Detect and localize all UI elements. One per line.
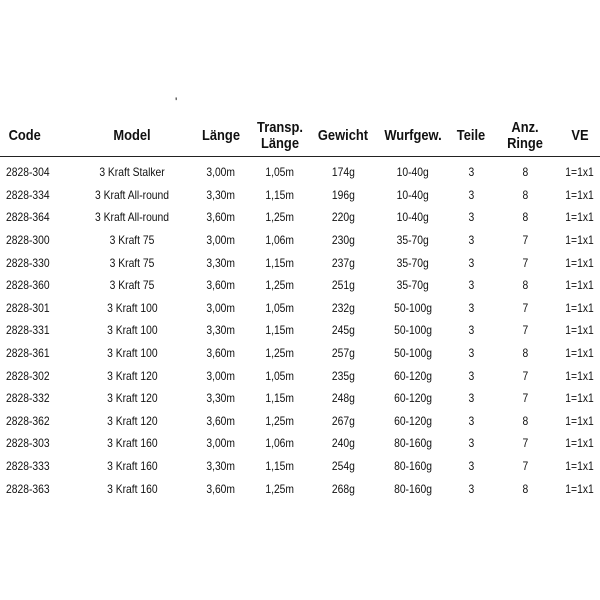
cell-text: 1=1x1 bbox=[565, 323, 595, 338]
cell-sections bbox=[452, 229, 490, 252]
cell-text: 237g bbox=[331, 255, 355, 270]
cell-text: 240g bbox=[331, 436, 355, 451]
cell-text: 3 Kraft 120 bbox=[106, 413, 158, 428]
cell-text: 2828-360 bbox=[6, 278, 50, 293]
cell-text: 251g bbox=[331, 278, 355, 293]
cell-text: 3 Kraft 160 bbox=[106, 436, 158, 451]
cell-text: 3,60m bbox=[206, 210, 236, 225]
cell-model bbox=[70, 184, 194, 207]
cell-casting-weight bbox=[374, 319, 452, 342]
cell-packaging bbox=[560, 274, 600, 297]
cell-text: 2828-334 bbox=[6, 187, 50, 202]
cell-text: 3 Kraft Stalker bbox=[99, 165, 165, 180]
cell-transport-length bbox=[248, 274, 312, 297]
cell-text: 8 bbox=[522, 187, 528, 202]
cell-weight bbox=[312, 319, 374, 342]
cell-text: 8 bbox=[522, 278, 528, 293]
cell-rings bbox=[490, 364, 560, 387]
cell-sections bbox=[452, 455, 490, 478]
cell-weight bbox=[312, 229, 374, 252]
cell-text: 50-100g bbox=[394, 323, 432, 338]
cell-text: 1=1x1 bbox=[565, 459, 595, 474]
cell-sections bbox=[452, 157, 490, 184]
cell-text: 3,60m bbox=[206, 413, 236, 428]
cell-casting-weight bbox=[374, 251, 452, 274]
cell-code bbox=[0, 387, 70, 410]
cell-text: 7 bbox=[522, 436, 528, 451]
cell-text: 8 bbox=[522, 165, 528, 180]
cell-model bbox=[70, 251, 194, 274]
cell-text: 8 bbox=[522, 413, 528, 428]
header-packaging: VE bbox=[563, 116, 597, 157]
cell-text: 2828-363 bbox=[6, 481, 50, 496]
cell-text: 2828-301 bbox=[6, 300, 50, 315]
cell-packaging bbox=[560, 319, 600, 342]
cell-text: 1,15m bbox=[265, 391, 295, 406]
cell-text: 2828-362 bbox=[6, 413, 50, 428]
cell-text: 1=1x1 bbox=[565, 300, 595, 315]
cell-casting-weight bbox=[374, 455, 452, 478]
cell-text: 1,25m bbox=[265, 413, 295, 428]
cell-code bbox=[0, 229, 70, 252]
cell-transport-length bbox=[248, 184, 312, 207]
cell-text: 1,15m bbox=[265, 255, 295, 270]
cell-model bbox=[70, 206, 194, 229]
cell-transport-length bbox=[248, 319, 312, 342]
cell-text: 80-160g bbox=[394, 459, 432, 474]
cell-text: 1,15m bbox=[265, 187, 295, 202]
cell-rings bbox=[490, 297, 560, 320]
cell-text: 3,30m bbox=[206, 323, 236, 338]
cell-text: 3,00m bbox=[206, 436, 236, 451]
cell-rings bbox=[490, 274, 560, 297]
cell-text: 2828-364 bbox=[6, 210, 50, 225]
cell-text: 3,00m bbox=[206, 300, 236, 315]
cell-text: 1,25m bbox=[265, 481, 295, 496]
cell-text: 1=1x1 bbox=[565, 346, 595, 361]
cell-length bbox=[194, 184, 248, 207]
cell-text: 3,30m bbox=[206, 459, 236, 474]
cell-sections bbox=[452, 410, 490, 433]
cell-length bbox=[194, 229, 248, 252]
cell-model bbox=[70, 477, 194, 500]
cell-length bbox=[194, 432, 248, 455]
cell-packaging bbox=[560, 184, 600, 207]
table-row bbox=[0, 297, 600, 320]
cell-text: 3 Kraft 100 bbox=[106, 346, 158, 361]
cell-sections bbox=[452, 206, 490, 229]
header-transport-length: Transp. Länge bbox=[252, 116, 307, 157]
cell-casting-weight bbox=[374, 184, 452, 207]
cell-text: 220g bbox=[331, 210, 355, 225]
cell-text: 1,06m bbox=[265, 436, 295, 451]
cell-packaging bbox=[560, 410, 600, 433]
cell-text: 3,30m bbox=[206, 391, 236, 406]
stray-apostrophe: ' bbox=[175, 95, 178, 109]
cell-text: 3 Kraft All-round bbox=[94, 187, 169, 202]
cell-length bbox=[194, 206, 248, 229]
cell-text: 3,30m bbox=[206, 255, 236, 270]
header-weight: Gewicht bbox=[316, 116, 369, 157]
cell-text: 3 bbox=[468, 210, 474, 225]
cell-text: 3 Kraft 75 bbox=[109, 255, 155, 270]
cell-text: 3 Kraft 75 bbox=[109, 278, 155, 293]
cell-model bbox=[70, 387, 194, 410]
table-row bbox=[0, 477, 600, 500]
cell-weight bbox=[312, 157, 374, 184]
table-row bbox=[0, 364, 600, 387]
cell-text: 1,15m bbox=[265, 459, 295, 474]
cell-rings bbox=[490, 229, 560, 252]
cell-text: 50-100g bbox=[394, 346, 432, 361]
cell-transport-length bbox=[248, 387, 312, 410]
cell-text: 8 bbox=[522, 210, 528, 225]
table-row bbox=[0, 229, 600, 252]
header-length: Länge bbox=[198, 116, 244, 157]
cell-code bbox=[0, 184, 70, 207]
cell-text: 232g bbox=[331, 300, 355, 315]
table-row bbox=[0, 432, 600, 455]
cell-text: 3 bbox=[468, 165, 474, 180]
cell-code bbox=[0, 432, 70, 455]
cell-text: 2828-361 bbox=[6, 346, 50, 361]
cell-text: 3 Kraft 100 bbox=[106, 323, 158, 338]
cell-length bbox=[194, 364, 248, 387]
cell-text: 3 Kraft 100 bbox=[106, 300, 158, 315]
cell-text: 245g bbox=[331, 323, 355, 338]
cell-text: 3 bbox=[468, 459, 474, 474]
cell-transport-length bbox=[248, 297, 312, 320]
table-row bbox=[0, 455, 600, 478]
table-row bbox=[0, 157, 600, 184]
cell-weight bbox=[312, 455, 374, 478]
cell-text: 1,25m bbox=[265, 346, 295, 361]
cell-text: 10-40g bbox=[396, 210, 430, 225]
cell-model bbox=[70, 229, 194, 252]
cell-casting-weight bbox=[374, 274, 452, 297]
cell-rings bbox=[490, 157, 560, 184]
cell-length bbox=[194, 297, 248, 320]
cell-weight bbox=[312, 477, 374, 500]
cell-sections bbox=[452, 364, 490, 387]
cell-text: 248g bbox=[331, 391, 355, 406]
header-rings: Anz. Ringe bbox=[495, 116, 555, 157]
cell-text: 3 Kraft 75 bbox=[109, 233, 155, 248]
table-row bbox=[0, 184, 600, 207]
cell-text: 2828-330 bbox=[6, 255, 50, 270]
cell-length bbox=[194, 319, 248, 342]
cell-text: 3 bbox=[468, 233, 474, 248]
cell-packaging bbox=[560, 432, 600, 455]
cell-text: 1=1x1 bbox=[565, 481, 595, 496]
cell-code bbox=[0, 206, 70, 229]
header-row bbox=[0, 116, 600, 157]
cell-transport-length bbox=[248, 206, 312, 229]
table-row bbox=[0, 342, 600, 365]
cell-text: 7 bbox=[522, 233, 528, 248]
cell-text: 3 bbox=[468, 346, 474, 361]
cell-sections bbox=[452, 342, 490, 365]
cell-packaging bbox=[560, 297, 600, 320]
cell-text: 1,15m bbox=[265, 323, 295, 338]
cell-rings bbox=[490, 477, 560, 500]
cell-transport-length bbox=[248, 251, 312, 274]
cell-sections bbox=[452, 432, 490, 455]
cell-code bbox=[0, 319, 70, 342]
cell-length bbox=[194, 274, 248, 297]
cell-text: 267g bbox=[331, 413, 355, 428]
cell-weight bbox=[312, 387, 374, 410]
cell-text: 3 Kraft 120 bbox=[106, 368, 158, 383]
cell-packaging bbox=[560, 342, 600, 365]
cell-text: 3 bbox=[468, 391, 474, 406]
cell-text: 1=1x1 bbox=[565, 368, 595, 383]
cell-text: 1=1x1 bbox=[565, 165, 595, 180]
cell-packaging bbox=[560, 206, 600, 229]
cell-text: 3,30m bbox=[206, 187, 236, 202]
header-sections: Teile bbox=[455, 116, 488, 157]
cell-packaging bbox=[560, 157, 600, 184]
cell-text: 2828-304 bbox=[6, 165, 50, 180]
header-casting-weight: Wurfgew. bbox=[379, 116, 446, 157]
cell-text: 3,00m bbox=[206, 368, 236, 383]
cell-text: 35-70g bbox=[396, 233, 430, 248]
cell-packaging bbox=[560, 251, 600, 274]
header-code: Code bbox=[0, 116, 60, 157]
cell-sections bbox=[452, 319, 490, 342]
table-body bbox=[0, 157, 600, 500]
cell-rings bbox=[490, 410, 560, 433]
cell-text: 3 bbox=[468, 413, 474, 428]
cell-sections bbox=[452, 387, 490, 410]
cell-sections bbox=[452, 477, 490, 500]
cell-text: 3,60m bbox=[206, 278, 236, 293]
cell-transport-length bbox=[248, 432, 312, 455]
cell-length bbox=[194, 342, 248, 365]
cell-text: 3 bbox=[468, 323, 474, 338]
cell-weight bbox=[312, 184, 374, 207]
cell-text: 196g bbox=[331, 187, 355, 202]
cell-code bbox=[0, 477, 70, 500]
cell-code bbox=[0, 274, 70, 297]
cell-text: 60-120g bbox=[394, 368, 432, 383]
cell-text: 60-120g bbox=[394, 413, 432, 428]
table-row bbox=[0, 319, 600, 342]
cell-text: 1=1x1 bbox=[565, 391, 595, 406]
cell-transport-length bbox=[248, 455, 312, 478]
cell-text: 3 Kraft 120 bbox=[106, 391, 158, 406]
cell-sections bbox=[452, 251, 490, 274]
cell-casting-weight bbox=[374, 477, 452, 500]
cell-text: 3,60m bbox=[206, 346, 236, 361]
cell-text: 50-100g bbox=[394, 300, 432, 315]
cell-text: 7 bbox=[522, 323, 528, 338]
cell-text: 1=1x1 bbox=[565, 210, 595, 225]
cell-transport-length bbox=[248, 410, 312, 433]
cell-text: 1,25m bbox=[265, 278, 295, 293]
cell-text: 1,05m bbox=[265, 300, 295, 315]
cell-text: 3 bbox=[468, 481, 474, 496]
cell-text: 7 bbox=[522, 368, 528, 383]
cell-text: 1,05m bbox=[265, 368, 295, 383]
cell-weight bbox=[312, 206, 374, 229]
cell-text: 235g bbox=[331, 368, 355, 383]
cell-weight bbox=[312, 364, 374, 387]
cell-weight bbox=[312, 342, 374, 365]
cell-text: 257g bbox=[331, 346, 355, 361]
cell-casting-weight bbox=[374, 342, 452, 365]
cell-code bbox=[0, 251, 70, 274]
cell-text: 230g bbox=[331, 233, 355, 248]
cell-weight bbox=[312, 297, 374, 320]
cell-code bbox=[0, 364, 70, 387]
cell-weight bbox=[312, 432, 374, 455]
cell-packaging bbox=[560, 477, 600, 500]
header-model: Model bbox=[79, 116, 186, 157]
table-row bbox=[0, 387, 600, 410]
cell-text: 2828-332 bbox=[6, 391, 50, 406]
cell-text: 8 bbox=[522, 481, 528, 496]
cell-packaging bbox=[560, 229, 600, 252]
cell-rings bbox=[490, 251, 560, 274]
cell-code bbox=[0, 157, 70, 184]
cell-text: 3,00m bbox=[206, 233, 236, 248]
cell-code bbox=[0, 455, 70, 478]
cell-packaging bbox=[560, 455, 600, 478]
cell-text: 3 bbox=[468, 255, 474, 270]
cell-weight bbox=[312, 251, 374, 274]
rod-spec-table bbox=[0, 116, 600, 500]
cell-text: 2828-333 bbox=[6, 459, 50, 474]
cell-model bbox=[70, 157, 194, 184]
cell-text: 2828-302 bbox=[6, 368, 50, 383]
cell-text: 2828-303 bbox=[6, 436, 50, 451]
cell-casting-weight bbox=[374, 157, 452, 184]
cell-text: 7 bbox=[522, 459, 528, 474]
table-row bbox=[0, 410, 600, 433]
cell-model bbox=[70, 319, 194, 342]
cell-text: 174g bbox=[331, 165, 355, 180]
cell-casting-weight bbox=[374, 387, 452, 410]
cell-text: 3 bbox=[468, 300, 474, 315]
cell-length bbox=[194, 387, 248, 410]
cell-casting-weight bbox=[374, 432, 452, 455]
cell-text: 3 bbox=[468, 187, 474, 202]
cell-text: 3 bbox=[468, 278, 474, 293]
cell-text: 35-70g bbox=[396, 278, 430, 293]
cell-text: 3 bbox=[468, 368, 474, 383]
cell-casting-weight bbox=[374, 410, 452, 433]
cell-rings bbox=[490, 206, 560, 229]
cell-sections bbox=[452, 184, 490, 207]
cell-text: 1,25m bbox=[265, 210, 295, 225]
cell-casting-weight bbox=[374, 229, 452, 252]
cell-rings bbox=[490, 184, 560, 207]
cell-text: 1=1x1 bbox=[565, 233, 595, 248]
cell-packaging bbox=[560, 364, 600, 387]
cell-text: 3 bbox=[468, 436, 474, 451]
cell-text: 35-70g bbox=[396, 255, 430, 270]
table-row bbox=[0, 251, 600, 274]
cell-text: 254g bbox=[331, 459, 355, 474]
cell-model bbox=[70, 274, 194, 297]
cell-text: 2828-331 bbox=[6, 323, 50, 338]
cell-text: 7 bbox=[522, 391, 528, 406]
table-row bbox=[0, 274, 600, 297]
cell-text: 10-40g bbox=[396, 165, 430, 180]
cell-code bbox=[0, 342, 70, 365]
cell-length bbox=[194, 477, 248, 500]
cell-code bbox=[0, 297, 70, 320]
cell-code bbox=[0, 410, 70, 433]
cell-text: 3 Kraft 160 bbox=[106, 459, 158, 474]
cell-rings bbox=[490, 387, 560, 410]
cell-text: 1=1x1 bbox=[565, 413, 595, 428]
cell-text: 7 bbox=[522, 300, 528, 315]
cell-text: 3 Kraft All-round bbox=[94, 210, 169, 225]
cell-model bbox=[70, 297, 194, 320]
cell-text: 80-160g bbox=[394, 436, 432, 451]
cell-text: 1=1x1 bbox=[565, 255, 595, 270]
cell-text: 3,00m bbox=[206, 165, 236, 180]
cell-transport-length bbox=[248, 157, 312, 184]
cell-text: 3 Kraft 160 bbox=[106, 481, 158, 496]
cell-text: 268g bbox=[331, 481, 355, 496]
cell-rings bbox=[490, 342, 560, 365]
table-row bbox=[0, 206, 600, 229]
cell-transport-length bbox=[248, 229, 312, 252]
cell-text: 1=1x1 bbox=[565, 436, 595, 451]
cell-transport-length bbox=[248, 364, 312, 387]
cell-text: 1=1x1 bbox=[565, 278, 595, 293]
cell-casting-weight bbox=[374, 206, 452, 229]
cell-packaging bbox=[560, 387, 600, 410]
cell-rings bbox=[490, 455, 560, 478]
cell-rings bbox=[490, 319, 560, 342]
cell-text: 80-160g bbox=[394, 481, 432, 496]
cell-length bbox=[194, 410, 248, 433]
cell-length bbox=[194, 157, 248, 184]
cell-model bbox=[70, 432, 194, 455]
cell-casting-weight bbox=[374, 297, 452, 320]
cell-transport-length bbox=[248, 342, 312, 365]
cell-model bbox=[70, 364, 194, 387]
cell-text: 2828-300 bbox=[6, 233, 50, 248]
cell-length bbox=[194, 251, 248, 274]
cell-sections bbox=[452, 274, 490, 297]
cell-transport-length bbox=[248, 477, 312, 500]
cell-model bbox=[70, 410, 194, 433]
cell-text: 10-40g bbox=[396, 187, 430, 202]
cell-text: 8 bbox=[522, 346, 528, 361]
cell-text: 1,05m bbox=[265, 165, 295, 180]
cell-weight bbox=[312, 274, 374, 297]
cell-text: 3,60m bbox=[206, 481, 236, 496]
cell-model bbox=[70, 455, 194, 478]
cell-text: 1,06m bbox=[265, 233, 295, 248]
cell-weight bbox=[312, 410, 374, 433]
cell-casting-weight bbox=[374, 364, 452, 387]
cell-model bbox=[70, 342, 194, 365]
cell-text: 7 bbox=[522, 255, 528, 270]
cell-sections bbox=[452, 297, 490, 320]
cell-length bbox=[194, 455, 248, 478]
cell-text: 60-120g bbox=[394, 391, 432, 406]
cell-text: 1=1x1 bbox=[565, 187, 595, 202]
cell-rings bbox=[490, 432, 560, 455]
